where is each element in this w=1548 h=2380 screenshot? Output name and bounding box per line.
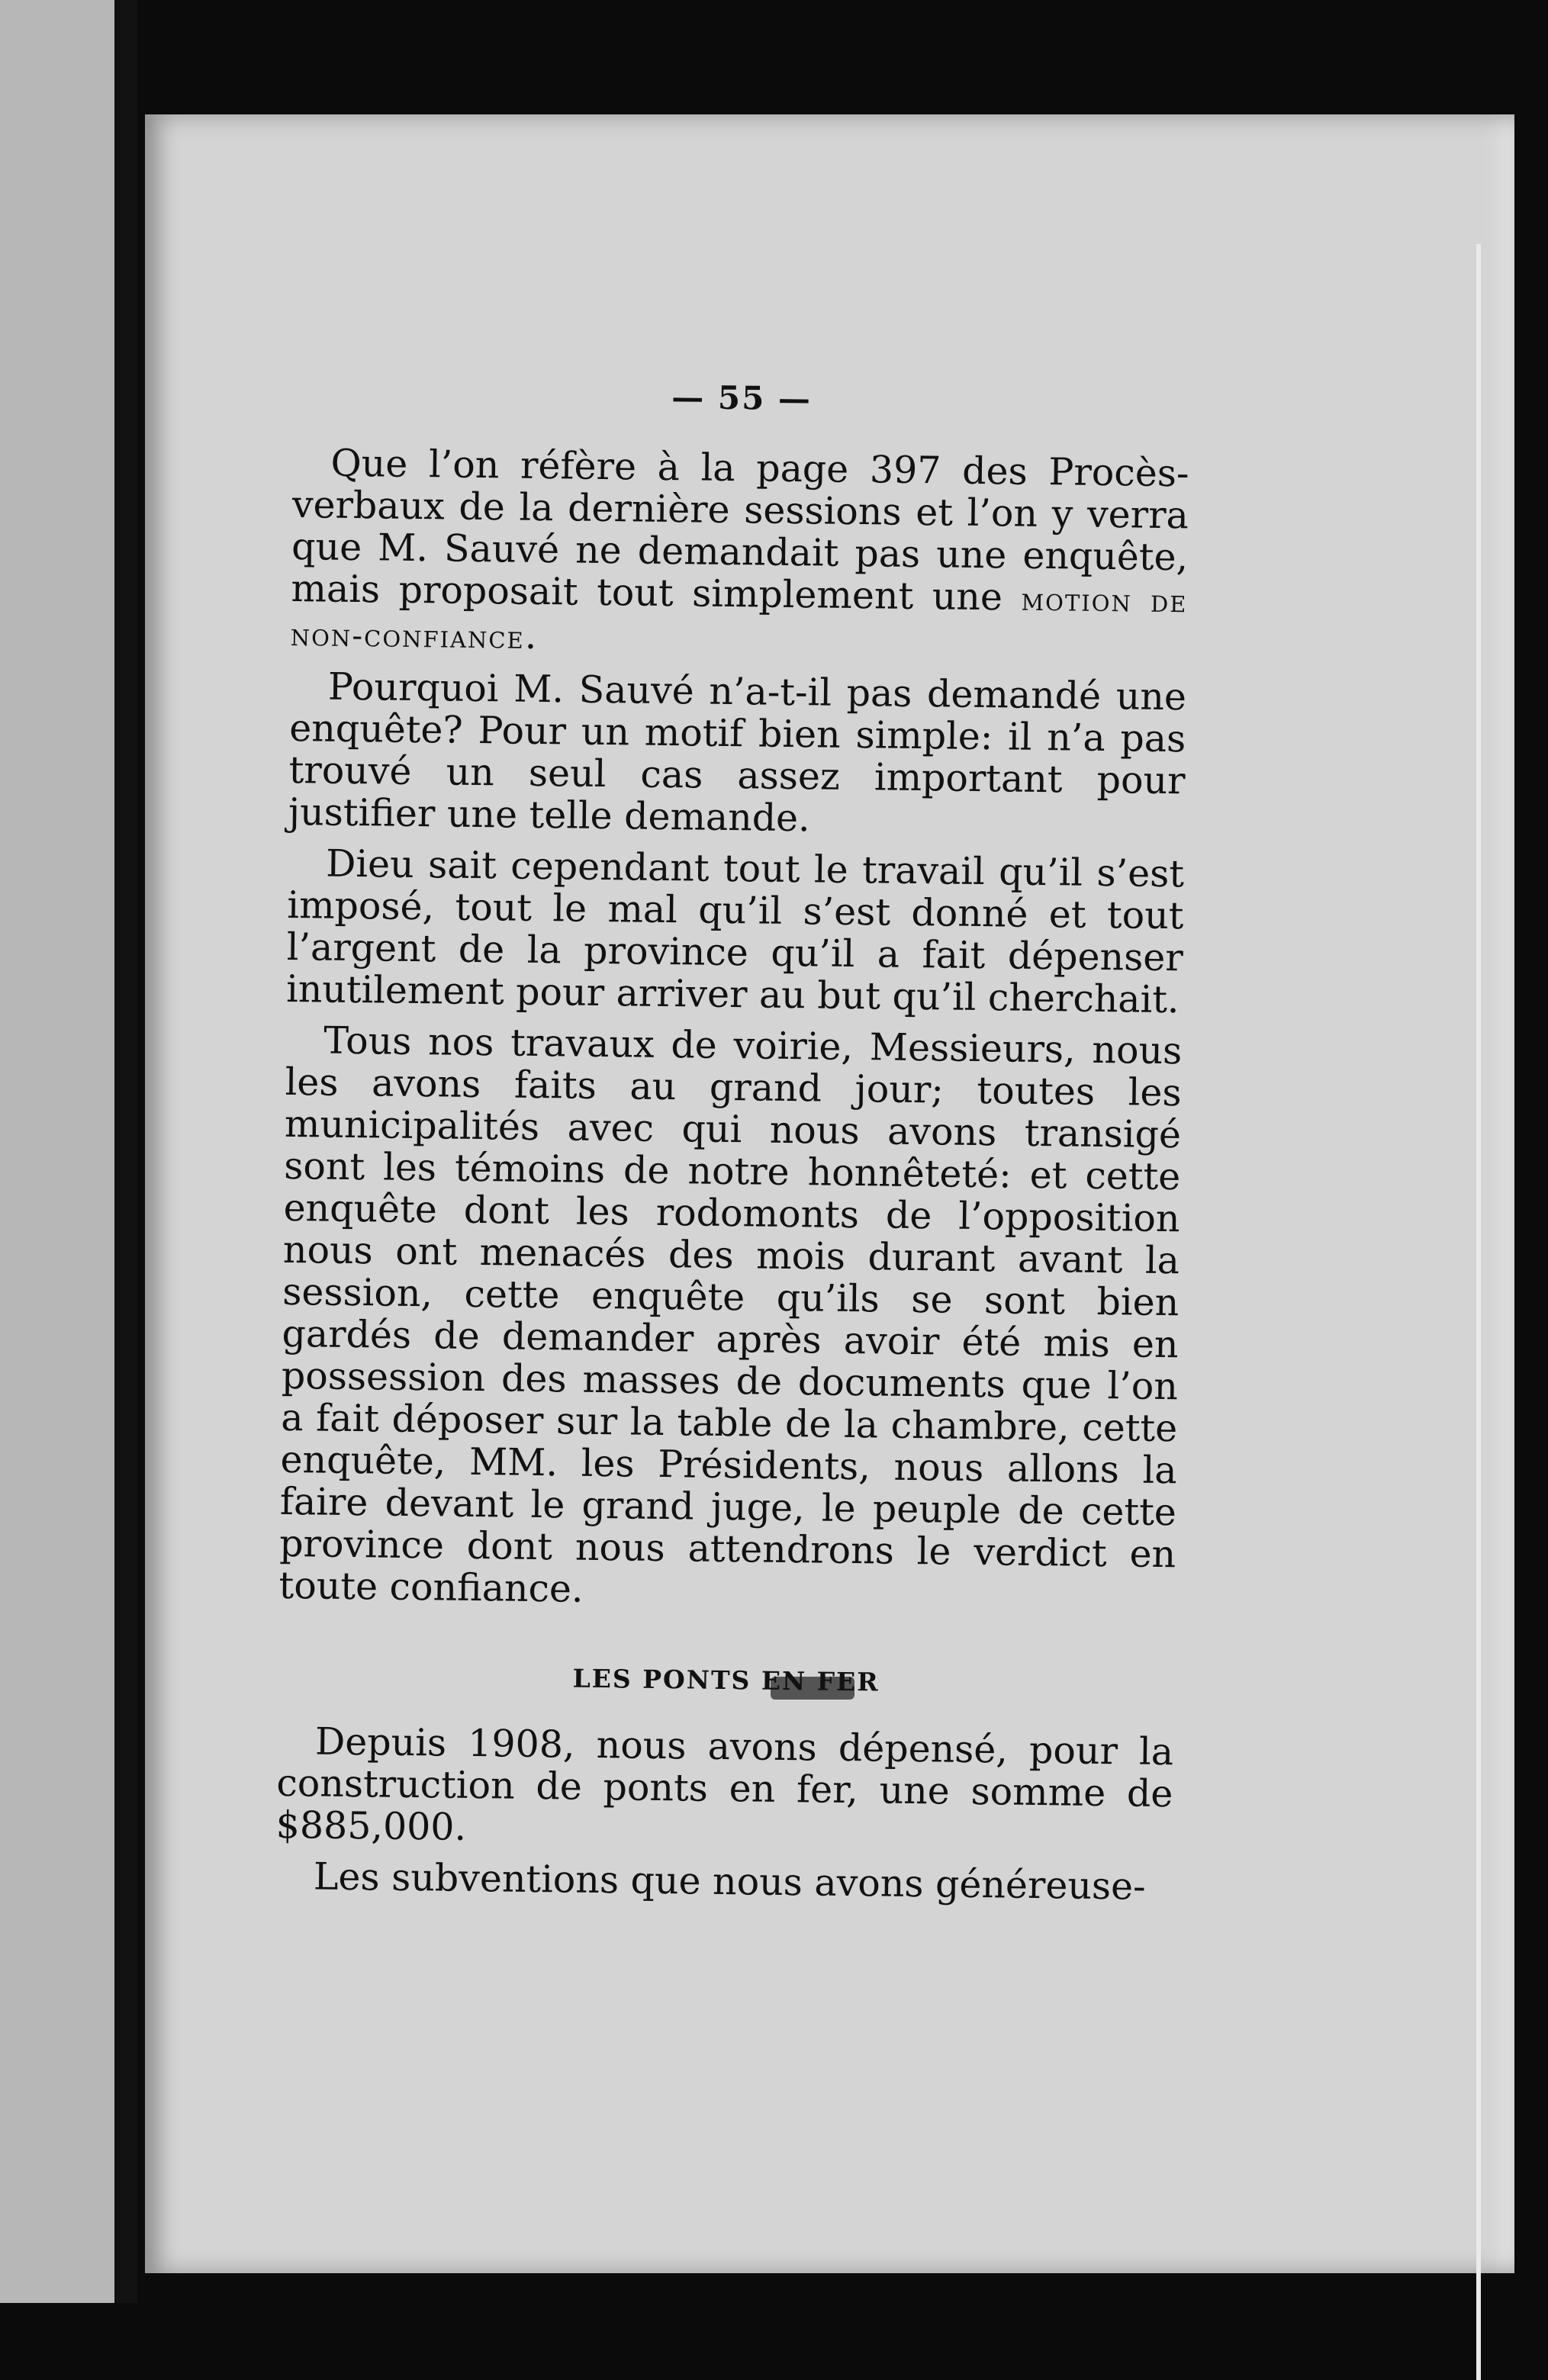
motion-smallcaps: motion de non-confiance (290, 581, 1188, 656)
paragraph-3: Dieu sait cependant tout le travail qu’il s’est imposé, tout le mal qu’il s’est donné et tout l’argent de la province qu’il a fait dépenser inutilement pour arriver au but qu’il cherchait. (285, 841, 1185, 1022)
page-text (275, 374, 1189, 1917)
paragraph-1-end: . (524, 613, 537, 658)
section-paragraph-2: Les subventions que nous avons généreuse- (313, 1854, 1147, 1909)
page-edge-highlight (1476, 244, 1481, 2380)
adjacent-page-edge (0, 0, 114, 2303)
page-number: — 55 — (671, 378, 813, 418)
paragraph-1 (290, 442, 1189, 667)
section-heading: LES PONTS EN FER (572, 1663, 880, 1697)
paragraph-2: Pourquoi M. Sauvé n’a-t-il pas demandé une enquête? Pour un motif bien simple: il n’a pas trouvé un seul cas assez important pour justifier une telle demande. (288, 664, 1187, 841)
section-paragraph-1: Depuis 1908, nous avons dépensé, pour la construction de ponts en fer, une somme de $885,000. (275, 1719, 1174, 1849)
paragraph-4: Tous nos travaux de voirie, Messieurs, nous les avons faits au grand jour; toutes les municipalités avec qui nous avons transigé sont les témoins de notre honnêteté: et cette enquête dont les rodomonts de l’opposition nous ont menacés des mois durant avant la session, cette enquête qu’ils se sont bien gardés de demander après avoir été mis en possession des masses de documents que l’on a fait déposer sur la table de la chambre, cette enquête, MM. les Présidents, nous allons la faire devant le grand juge, le peuple de cette province dont nous attendrons le verdict en toute confiance. (278, 1018, 1183, 1611)
book-gutter (114, 0, 137, 2303)
paragraph-1-text: Que l’on réfère à la page 397 des Procès-verbaux de la dernière sessions et l’on y verra que M. Sauvé ne demandait pas une enquête, mais proposait tout simplement une (291, 441, 1189, 619)
